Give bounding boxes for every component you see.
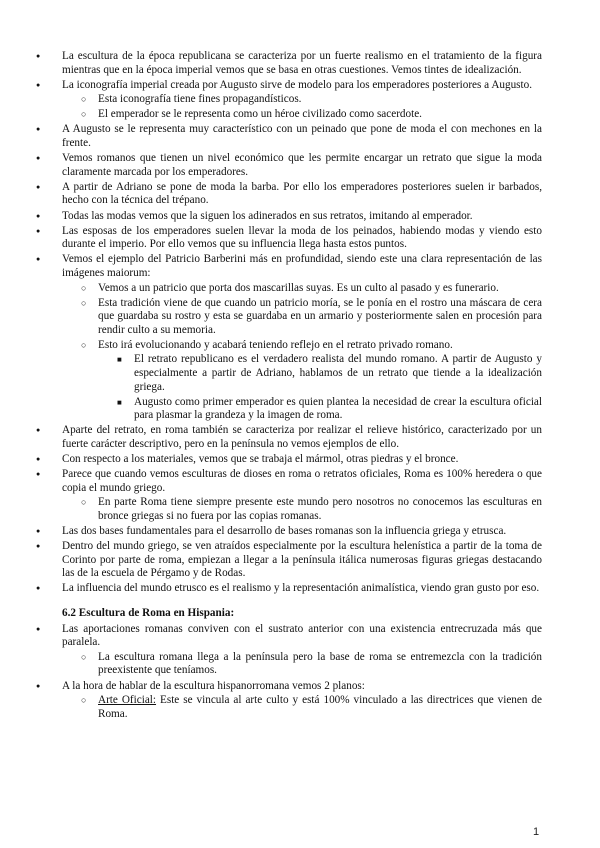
list-item [62,540,542,581]
sub-list-item-text: El emperador se le representa como un héroe civilizado como sacerdote. [98,108,422,121]
sub-list-item [98,339,542,423]
list-item-text: A la hora de hablar de la escultura hispanorromana vemos 2 planos: [62,679,365,692]
list-item-text: Parece que cuando vemos esculturas de dioses en roma o retratos oficiales, Roma es 100% heredera o que copia el mundo griego. [62,468,542,494]
list-item-text: La iconografía imperial creada por Augusto sirve de modelo para los emperadores posteriores a Augusto. [62,78,533,91]
sub-list-item-text: Este se vincula al arte culto y está 100% vinculado a las directrices que vienen de Roma. [98,694,542,720]
page-number: 1 [533,826,540,838]
list-item [62,210,542,224]
list-item [62,181,542,208]
sub-list-item [98,282,542,296]
list-item-text: Aparte del retrato, en roma también se caracteriza por realizar el relieve histórico, caracterizado por un fuerte carácter descriptivo, pero en la península no vemos ejemplos de ello. [62,424,542,451]
list-item-text: Las esposas de los emperadores suelen llevar la moda de los peinados, habiendo modas y viendo esto durante el imperio. Por ello vemos que su influencia llega hasta estos puntos. [62,224,542,251]
sub-sub-list-item-text: El retrato republicano es el verdadero realista del mundo romano. A partir de Augusto y especialmente a partir de Adriano, hablamos de un retrato que tiende a la idealización griega. [134,353,542,393]
list-item-text: Vemos el ejemplo del Patricio Barberini más en profundidad, siendo este una clara representación de las imágenes maiorum: [62,253,542,279]
list-item-text: A Augusto se le representa muy característico con un peinado que pone de moda el con mechones en la frente. [62,123,542,150]
bullet-list-section-2 [62,623,542,722]
list-item [62,453,542,467]
list-item [62,623,542,678]
list-item-text: Las aportaciones romanas conviven con el sustrato anterior con una existencia entrecruzada más que paralela. [62,622,542,649]
sub-sub-list-item-text: Augusto como primer emperador es quien plantea la necesidad de crear la escultura oficial para plasmar la grandeza y la imagen de roma. [134,395,542,422]
list-item [62,253,542,423]
list-item [62,152,542,179]
list-item [62,525,542,539]
list-item [62,50,542,77]
list-item [62,225,542,252]
list-item-text: Las dos bases fundamentales para el desarrollo de bases romanas son la influencia griega y etrusca. [62,525,507,538]
sub-list-item-text: Vemos a un patricio que porta dos mascarillas suyas. Es un culto al pasado y es funerario. [98,281,499,294]
bullet-list-section-1 [62,50,542,596]
list-item [62,582,542,596]
sub-list-item-text: La escultura romana llega a la península pero la base de roma se entremezcla con la tradición preexistente que teníamos. [98,650,542,677]
list-item-text: Todas las modas vemos que la siguen los adinerados en sus retratos, imitando al emperador. [62,209,473,222]
sub-list-item [98,694,542,721]
list-item-text: La escultura de la época republicana se caracteriza por un fuerte realismo en el tratamiento de la figura mientras que en la época imperial vemos que se basa en otras cuestiones. Vemos tintes de idealización. [62,50,542,76]
sub-list-item-text: En parte Roma tiene siempre presente este mundo pero nosotros no conocemos las esculturas en bronce griegas si no fuera por las copias romanas. [98,496,542,522]
list-item-text: Vemos romanos que tienen un nivel económico que les permite encargar un retrato que sigue la moda claramente marcada por los emperadores. [62,152,542,178]
sub-sub-list [134,353,542,422]
list-item-text: Dentro del mundo griego, se ven atraídos especialmente por la escultura helenística a partir de la toma de Corinto por parte de roma, empiezan a llegar a la península itálica numerosas figuras griegas destacando las de la escuela de Pérgamo y de Rodas. [62,540,542,580]
underlined-label: Arte Oficial: [98,694,157,707]
sub-list-item [98,651,542,678]
sub-list-item [98,93,542,107]
sub-list-item [98,496,542,523]
section-heading: 6.2 Escultura de Roma en Hispania: [62,607,235,620]
document-body [62,50,542,723]
sub-list-item-text: Esta tradición viene de que cuando un patricio moría, se le ponía en el rostro una máscara de cera que guardaba su rostro y esta se guardaba en un armario y posteriormente salen en procesión para rendir culto a su memoria. [98,296,542,336]
list-item [62,123,542,150]
list-item [62,79,542,122]
sub-list [98,93,542,122]
sub-list-item [98,108,542,122]
sub-list-item-text: Esto irá evolucionando y acabará teniendo reflejo en el retrato privado romano. [98,338,453,351]
sub-list [98,694,542,721]
sub-sub-list-item [134,396,542,423]
list-item [62,468,542,523]
list-item-text: La influencia del mundo etrusco es el realismo y la representación animalística, viendo gran gusto por eso. [62,582,540,595]
sub-list [98,496,542,523]
list-item-text: A partir de Adriano se pone de moda la barba. Por ello los emperadores posteriores suelen ir barbados, hecho con la técnica del trépano. [62,180,542,207]
list-item-text: Con respecto a los materiales, vemos que se trabaja el mármol, otras piedras y el bronce. [62,453,459,466]
list-item [62,424,542,451]
sub-sub-list-item [134,353,542,394]
sub-list [98,282,542,423]
sub-list-item [98,297,542,338]
sub-list-item-text: Esta iconografía tiene fines propagandísticos. [98,93,302,106]
sub-list [98,651,542,678]
list-item [62,680,542,722]
